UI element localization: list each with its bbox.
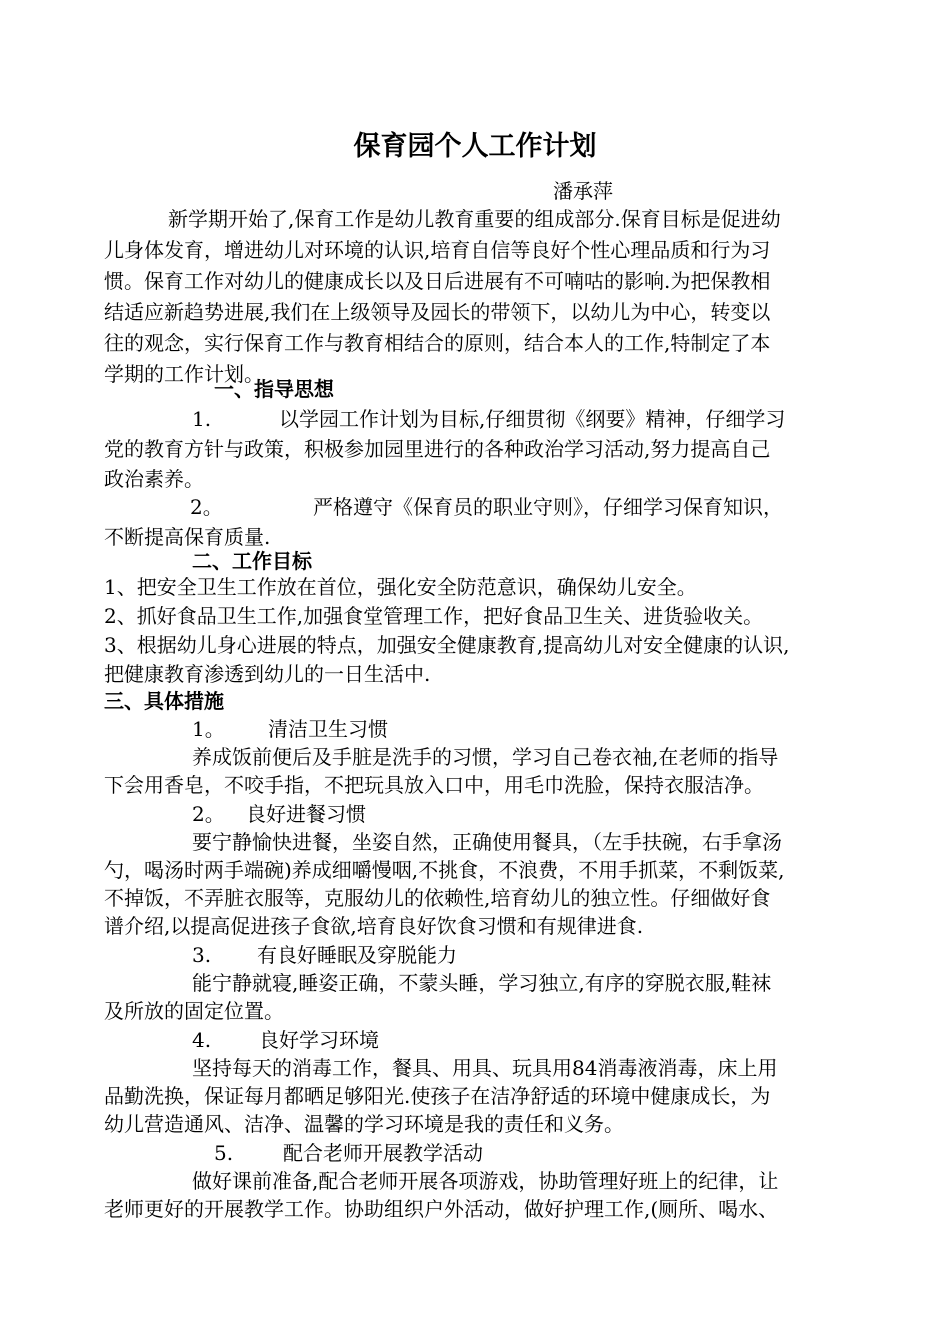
body-line: 3、根据幼儿身心进展的特点，加强安全健康教育,提高幼儿对安全健康的认识, [104,633,790,657]
body-line: 要宁静愉快进餐，坐姿自然，正确使用餐具，（左手扶碗，右手拿汤 [192,830,782,854]
body-line: 能宁静就寝,睡姿正确，不蒙头睡，学习独立,有序的穿脱衣服,鞋袜 [192,971,772,995]
measure-number: 3. [192,943,212,967]
intro-line: 惯。保育工作对幼儿的健康成长以及日后进展有不可喃咕的影响.为把保教相 [104,269,771,293]
measure-title: 良好学习环境 [259,1028,379,1052]
measure-title: 良好进餐习惯 [246,802,366,826]
intro-line: 结适应新趋势进展,我们在上级领导及园长的带领下，以幼儿为中心，转变以 [104,300,771,324]
body-line: 党的教育方针与政策，积极参加园里进行的各种政治学习活动,努力提高自己 [104,437,771,461]
intro-line: 学期的工作计划。 [104,362,264,386]
measure-title: 有良好睡眠及穿脱能力 [257,943,457,967]
section-heading: 一、指导思想 [214,377,334,401]
body-line: 养成饭前便后及手脏是洗手的习惯，学习自己卷衣袖,在老师的指导 [192,745,779,769]
author-name: 潘承萍 [553,179,613,203]
body-line: 不掉饭，不弄脏衣服等，克服幼儿的依赖性,培育幼儿的独立性。仔细做好食 [104,886,771,910]
body-line: 下会用香皂，不咬手指，不把玩具放入口中，用毛巾洗脸，保持衣服洁净。 [104,773,764,797]
body-line: 勺，喝汤时两手端碗)养成细嚼慢咽,不挑食，不浪费，不用手抓菜，不剩饭菜, [104,858,785,882]
body-line: 不断提高保育质量. [104,525,271,549]
body-line: 政治素养。 [104,467,204,491]
body-line: 谱介绍,以提高促进孩子食欲,培育良好饮食习惯和有规律进食. [104,914,644,938]
item-number: 2。 [190,495,223,519]
measure-title: 清洁卫生习惯 [268,717,388,741]
body-line: 1、把安全卫生工作放在首位，强化安全防范意识，确保幼儿安全。 [104,575,697,599]
intro-line: 儿身体发育，增进幼儿对环境的认识,培育自信等良好个性心理品质和行为习 [104,238,771,262]
intro-line: 往的观念，实行保育工作与教育相结合的原则，结合本人的工作,特制定了本 [104,331,771,355]
measure-number: 1。 [192,717,225,741]
body-line: 幼儿营造通风、洁净、温馨的学习环境是我的责任和义务。 [104,1112,624,1136]
body-line: 2、抓好食品卫生工作,加强食堂管理工作，把好食品卫生关、进货验收关。 [104,604,764,628]
body-line: 以学园工作计划为目标,仔细贯彻《纲要》精神，仔细学习 [279,407,786,431]
section-heading: 三、具体措施 [104,689,224,713]
item-number: 1. [192,407,212,431]
measure-title: 配合老师开展教学活动 [283,1141,483,1165]
intro-line: 新学期开始了,保育工作是幼儿教育重要的组成部分.保育目标是促进幼 [168,207,781,231]
body-line: 把健康教育渗透到幼儿的一日生活中. [104,662,431,686]
body-line: 老师更好的开展教学工作。协助组织户外活动，做好护理工作,(厕所、喝水、 [104,1197,779,1221]
section-heading: 二、工作目标 [192,549,312,573]
document-title: 保育园个人工作计划 [353,131,597,162]
body-line: 做好课前准备,配合老师开展各项游戏，协助管理好班上的纪律，让 [192,1169,779,1193]
body-line: 坚持每天的消毒工作，餐具、用具、玩具用84消毒液消毒，床上用 [192,1056,778,1080]
body-line: 严格遵守《保育员的职业守则》，仔细学习保育知识， [313,495,783,519]
body-line: 品勤洗换，保证每月都晒足够阳光.使孩子在洁净舒适的环境中健康成长，为 [104,1084,771,1108]
body-line: 及所放的固定位置。 [104,999,284,1023]
measure-number: 2。 [192,802,225,826]
measure-number: 5. [214,1141,234,1165]
measure-number: 4. [192,1028,212,1052]
